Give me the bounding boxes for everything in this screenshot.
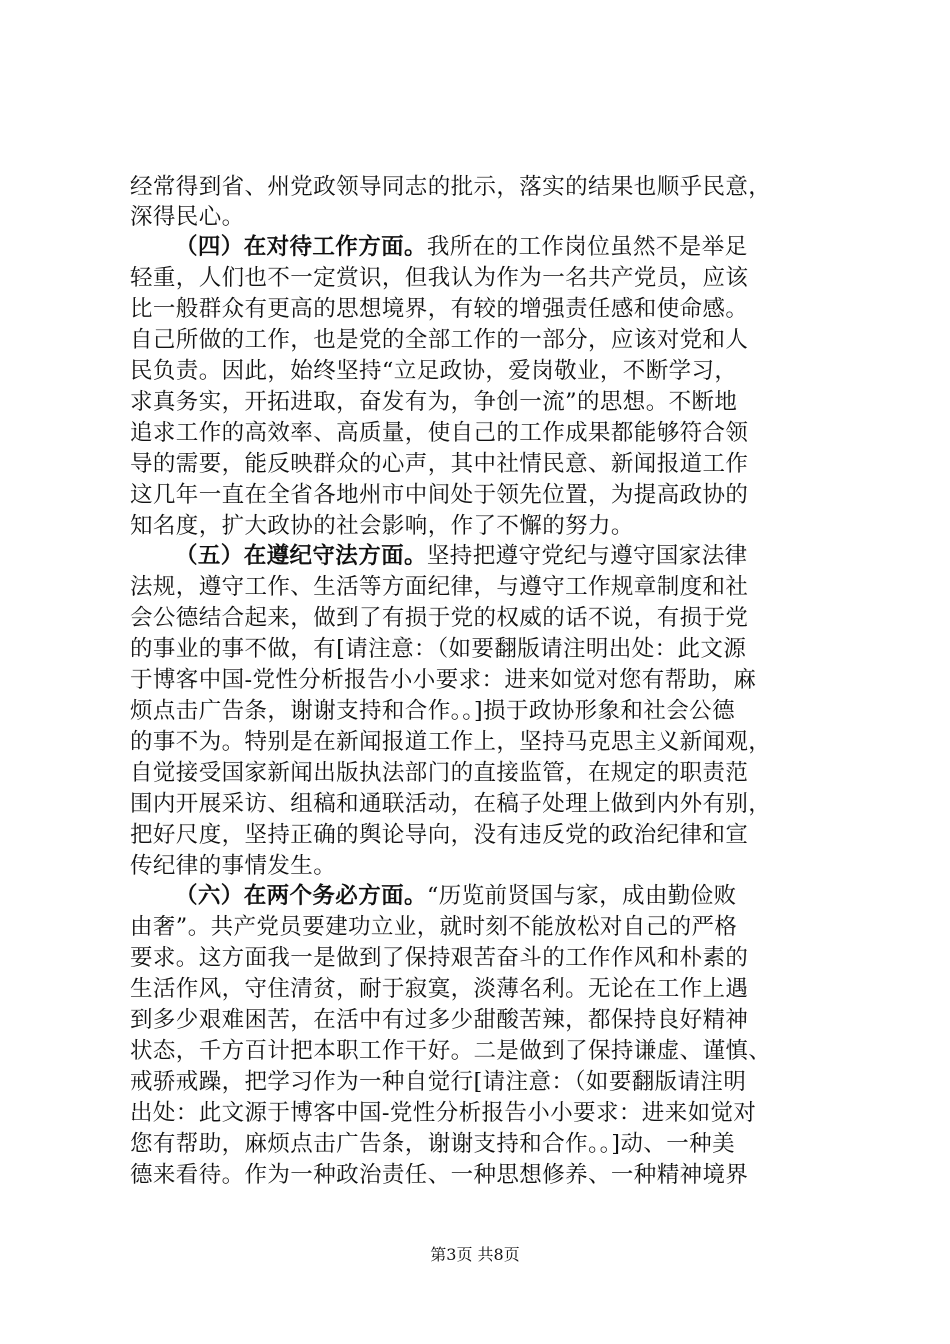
text-line: 民负责。因此，始终坚持“立足政协，爱岗敬业，不断学习，: [130, 358, 738, 384]
text-line: 自己所做的工作，也是党的全部工作的一部分，应该对党和人: [130, 327, 749, 353]
text-line: 把好尺度，坚持正确的舆论导向，没有违反党的政治纪律和宣: [130, 822, 749, 848]
section-heading: （四）在对待工作方面。: [175, 234, 427, 260]
text-line: 德来看待。作为一种政治责任、一种思想修养、一种精神境界: [130, 1162, 749, 1188]
section-heading: （五）在遵纪守法方面。: [175, 543, 427, 569]
text-line: 求真务实，开拓进取，奋发有为，争创一流”的思想。不断地: [130, 389, 738, 415]
text-line: 追求工作的高效率、高质量，使自己的工作成果都能够符合领: [130, 420, 749, 446]
text-line: 状态，千方百计把本职工作干好。二是做到了保持谦虚、谨慎、: [130, 1038, 772, 1064]
page-number-footer: 第3页 共8页: [430, 1245, 520, 1264]
text-line: 轻重，人们也不一定赏识，但我认为作为一名共产党员，应该: [130, 265, 749, 291]
text-line: 由奢”。共产党员要建功立业，就时刻不能放松对自己的严格: [130, 914, 738, 940]
text-line: 您有帮助，麻烦点击广告条，谢谢支持和合作。。]动、一种美: [130, 1131, 735, 1157]
section-heading: （六）在两个务必方面。: [175, 883, 427, 909]
text-line: 要求。这方面我一是做到了保持艰苦奋斗的工作作风和朴素的: [130, 945, 749, 971]
text-line: 的事业的事不做，有[请注意：（如要翻版请注明出处：此文源: [130, 636, 747, 662]
text-line: 法规，遵守工作、生活等方面纪律，与遵守工作规章制度和社: [130, 574, 749, 600]
text-line: 比一般群众有更高的思想境界，有较的增强责任感和使命感。: [130, 296, 749, 322]
text-line: 会公德结合起来，做到了有损于党的权威的话不说，有损于党: [130, 605, 749, 631]
text-line: 的事不为。特别是在新闻报道工作上，坚持马克思主义新闻观，: [130, 729, 772, 755]
text-line: 自觉接受国家新闻出版执法部门的直接监管，在规定的职责范: [130, 760, 749, 786]
text-line: 于博客中国-党性分析报告小小要求：进来如觉对您有帮助，麻: [130, 667, 757, 693]
text-line: 到多少艰难困苦，在活中有过多少甜酸苦辣，都保持良好精神: [130, 1007, 749, 1033]
section-heading-line: （六）在两个务必方面。“历览前贤国与家，成由勤俭败: [175, 883, 737, 909]
section-heading-line: （四）在对待工作方面。我所在的工作岗位虽然不是举足: [175, 234, 748, 260]
text-line: 生活作风，守住清贫，耐于寂寞，淡薄名利。无论在工作上遇: [130, 976, 749, 1002]
text-line: 围内开展采访、组稿和通联活动，在稿子处理上做到内外有别，: [130, 791, 772, 817]
text-line: 传纪律的事情发生。: [130, 853, 337, 879]
text-line: 导的需要，能反映群众的心声，其中社情民意、新闻报道工作: [130, 451, 749, 477]
section-heading-line: （五）在遵纪守法方面。坚持把遵守党纪与遵守国家法律: [175, 543, 748, 569]
text-line: 戒骄戒躁，把学习作为一种自觉行[请注意：（如要翻版请注明: [130, 1069, 747, 1095]
text-line: 这几年一直在全省各地州市中间处于领先位置，为提高政协的: [130, 482, 749, 508]
text-line: 深得民心。: [130, 204, 245, 230]
text-line: 经常得到省、州党政领导同志的批示，落实的结果也顺乎民意，: [130, 174, 772, 200]
text-line: 出处：此文源于博客中国-党性分析报告小小要求：进来如觉对: [130, 1100, 757, 1126]
text-line: 知名度，扩大政协的社会影响，作了不懈的努力。: [130, 513, 634, 539]
text-line: 烦点击广告条，谢谢支持和合作。。]损于政协形象和社会公德: [130, 698, 735, 724]
